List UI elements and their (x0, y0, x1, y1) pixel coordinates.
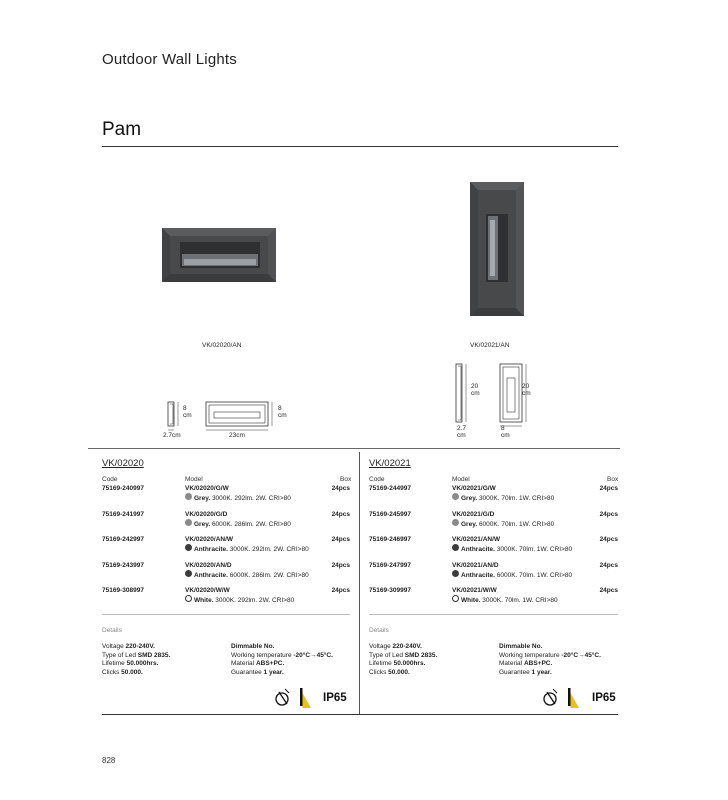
color-swatch (452, 595, 459, 602)
color-swatch (185, 544, 192, 551)
dimension-height-horizontal: 8 cm (278, 405, 287, 419)
product-description: Grey. 3000K. 292lm. 2W. CRI>80 (185, 493, 291, 503)
product-description: White. 3000K. 70lm. 1W. CRI>80 (452, 595, 558, 605)
product-model: VK/02021/G/D (452, 510, 495, 518)
box-quantity: 24pcs (331, 485, 350, 492)
box-quantity: 24pcs (599, 587, 618, 594)
product-description: Anthracite. 3000K. 292lm. 2W. CRI>80 (185, 544, 309, 554)
product-description: Anthracite. 3000K. 70lm. 1W. CRI>80 (452, 544, 572, 554)
ip-rating-right: IP65 (592, 692, 616, 704)
section-title-right: VK/02021 (369, 458, 411, 469)
box-quantity: 24pcs (599, 536, 618, 543)
header-box-right: Box (607, 476, 619, 483)
color-swatch (452, 519, 459, 526)
product-description: Anthracite. 6000K. 70lm. 1W. CRI>80 (452, 570, 572, 580)
product-model: VK/02020/G/D (185, 510, 228, 518)
product-code: 75169-242997 (102, 536, 144, 543)
product-code: 75169-243997 (102, 561, 144, 569)
dimension-width-vertical: 8 cm (501, 425, 510, 439)
header-model-right: Model (452, 476, 470, 483)
color-swatch (452, 544, 459, 551)
product-description: Grey. 6000K. 286lm. 2W. CRI>80 (185, 519, 291, 529)
header-divider (102, 146, 618, 147)
product-code: 75169-308997 (102, 587, 144, 594)
product-code: 75169-245997 (369, 510, 411, 518)
product-code: 75169-240997 (102, 485, 144, 492)
header-code-left: Code (102, 476, 118, 483)
color-swatch (185, 595, 192, 602)
product-description: Grey. 3000K. 70lm. 1W. CRI>80 (452, 493, 554, 503)
dimension-height-vertical-side: 20 cm (471, 383, 480, 397)
product-model: VK/02020/AN/W (185, 536, 234, 543)
product-model: VK/02020/W/W (185, 587, 230, 594)
box-quantity: 24pcs (599, 485, 618, 492)
anti-vandal-impact-icon (274, 688, 292, 708)
specs-right-col1: Voltage 220-240V. Type of Led SMD 2835. Lifetime 50.000hrs. Clicks 50.000. (369, 643, 438, 676)
color-swatch (185, 493, 192, 500)
color-swatch (185, 570, 192, 577)
dimension-depth-vertical: 2.7 cm (457, 425, 467, 439)
product-model: VK/02021/AN/W (452, 536, 501, 543)
details-divider-right (369, 614, 618, 615)
specs-right-col2: Dimmable No. Working temperature -20°C→45°C. Material ABS+PC. Guarantee 1 year. (499, 643, 601, 676)
details-divider-left (102, 614, 350, 615)
product-model: VK/02021/G/W (452, 485, 496, 492)
color-swatch (185, 519, 192, 526)
product-code: 75169-244997 (369, 485, 411, 492)
box-quantity: 24pcs (599, 561, 618, 569)
product-code: 75169-241997 (102, 510, 144, 518)
product-model: VK/02020/G/W (185, 485, 229, 492)
ip-rating-left: IP65 (323, 692, 347, 704)
box-quantity: 24pcs (331, 536, 350, 543)
footer-divider (102, 714, 618, 715)
details-label-left: Details (102, 627, 122, 634)
led-light-icon (566, 687, 580, 709)
product-code: 75169-309997 (369, 587, 411, 594)
product-image-vertical (468, 180, 526, 318)
product-description: White. 3000K. 292lm. 2W. CRI>80 (185, 595, 294, 605)
category-title: Outdoor Wall Lights (102, 51, 237, 68)
color-swatch (452, 493, 459, 500)
section-title-left: VK/02020 (102, 458, 144, 469)
box-quantity: 24pcs (331, 510, 350, 518)
product-description: Grey. 6000K. 70lm. 1W. CRI>80 (452, 519, 554, 529)
product-model: VK/02020/AN/D (185, 561, 232, 569)
dimension-height-vertical: 20 cm (522, 383, 531, 397)
specs-left-col1: Voltage 220-240V. Type of Led SMD 2835. Lifetime 50.000hrs. Clicks 50.000. (102, 643, 171, 676)
product-family-title: Pam (102, 119, 142, 140)
model-caption-vertical: VK/02021/AN (470, 342, 510, 349)
column-divider (359, 452, 360, 714)
page-number: 828 (102, 756, 116, 765)
anti-vandal-impact-icon (542, 688, 560, 708)
details-label-right: Details (369, 627, 389, 634)
header-model-left: Model (185, 476, 203, 483)
led-light-icon (298, 687, 312, 709)
product-model: VK/02021/W/W (452, 587, 497, 594)
specs-left-col2: Dimmable No. Working temperature -20°C→45°C. Material ABS+PC. Guarantee 1 year. (231, 643, 333, 676)
dimension-depth-horizontal: 2.7cm (163, 432, 181, 439)
box-quantity: 24pcs (599, 510, 618, 518)
color-swatch (452, 570, 459, 577)
table-divider (88, 448, 620, 449)
header-box-left: Box (340, 476, 352, 483)
dimension-height-horizontal-side: 8 cm (183, 405, 192, 419)
product-description: Anthracite. 6000K. 286lm. 2W. CRI>80 (185, 570, 309, 580)
product-code: 75169-246997 (369, 536, 411, 543)
box-quantity: 24pcs (331, 587, 350, 594)
product-image-horizontal (160, 226, 280, 284)
dimension-drawing-vertical (452, 360, 532, 430)
product-model: VK/02021/AN/D (452, 561, 499, 569)
product-code: 75169-247997 (369, 561, 411, 569)
box-quantity: 24pcs (331, 561, 350, 569)
dimension-width-horizontal: 23cm (229, 432, 245, 439)
model-caption-horizontal: VK/02020/AN (202, 342, 242, 349)
header-code-right: Code (369, 476, 385, 483)
